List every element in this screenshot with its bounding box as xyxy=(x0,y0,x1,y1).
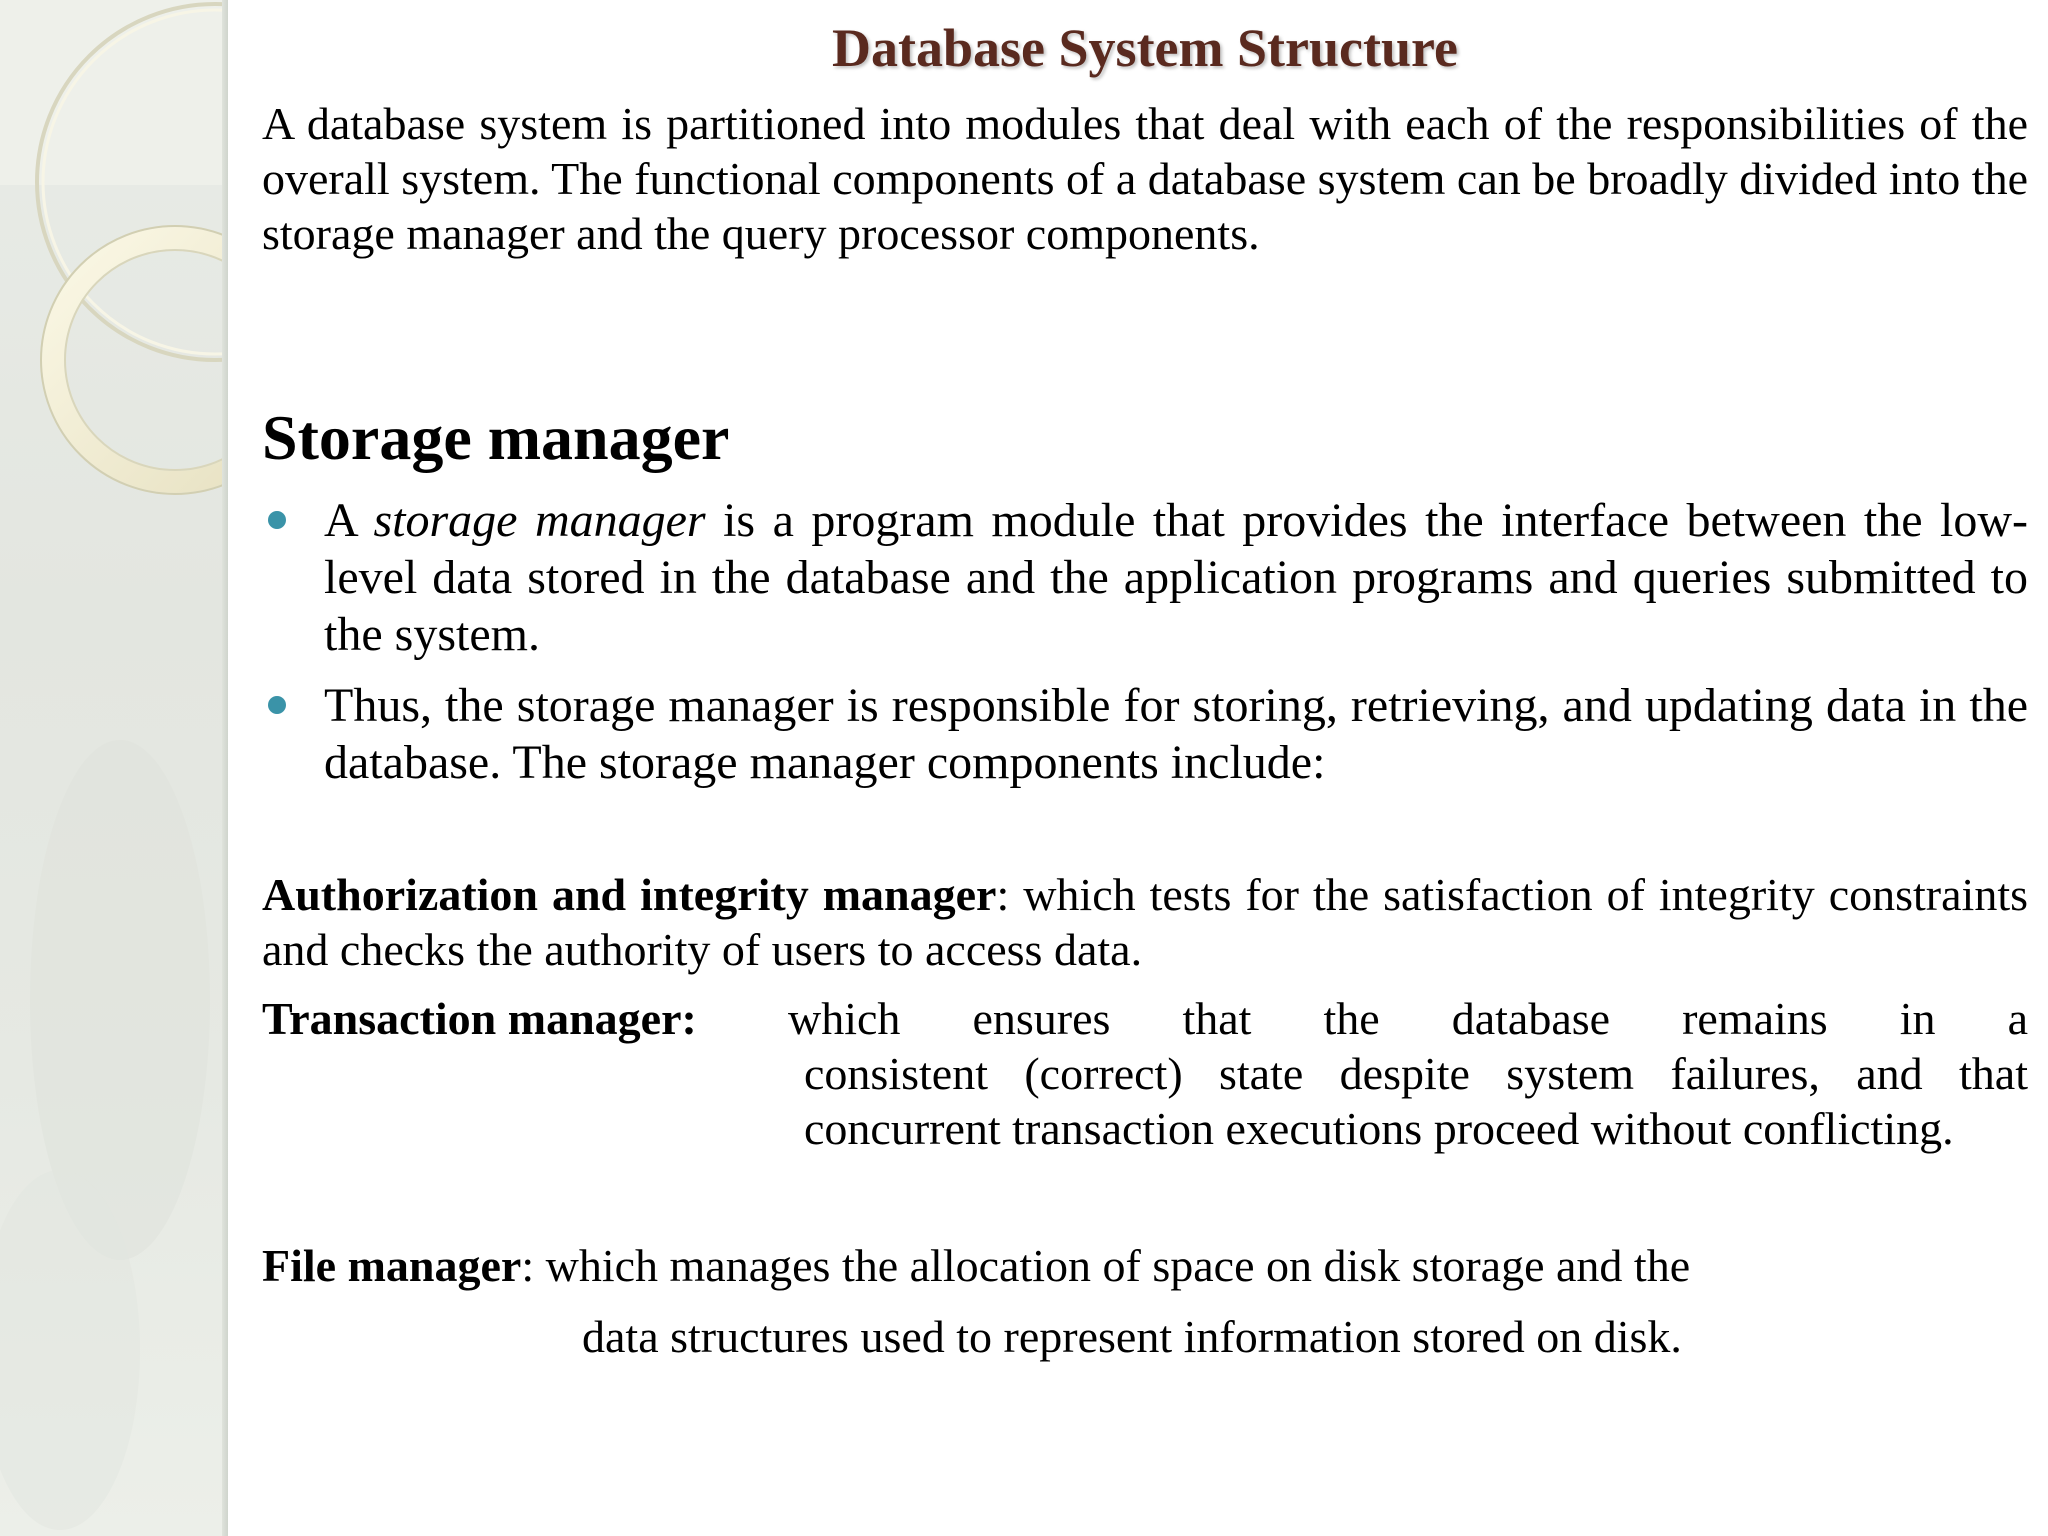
bullet-text xyxy=(324,492,2028,663)
component-description xyxy=(788,991,2028,1046)
sidebar-edge xyxy=(222,0,228,1536)
component-term: Authorization and integrity manager xyxy=(262,869,997,920)
bullet-dot-icon xyxy=(268,511,286,529)
bullet-prefix: A xyxy=(324,494,374,547)
component-description-first-line: which ensures that the database remains in a xyxy=(788,993,2028,1044)
bullet-item-storage-manager-definition xyxy=(262,492,2028,663)
bullet-italic-term: storage manager xyxy=(373,494,706,547)
section-heading-storage-manager: Storage manager xyxy=(262,402,730,473)
component-authorization-manager xyxy=(262,867,2028,977)
intro-paragraph: A database system is partitioned into modules that deal with each of the responsibilities of the overall system. The functional components of a database system can be broadly divided into the storage manager and the query processor components. xyxy=(262,98,2028,259)
component-description: : which tests for the satisfaction of integrity constraints and checks the authority of users to access data. xyxy=(262,869,2028,975)
bullet-list xyxy=(262,492,2028,805)
bullet-suffix: is a program module that provides the interface between the low-level data stored in the database and the application programs and queries submitted to the system. xyxy=(324,494,2028,661)
bullet-item-storage-manager-responsibility xyxy=(262,677,2028,791)
slide-title: Database System Structure xyxy=(832,18,1458,78)
bullet-text: Thus, the storage manager is responsible for storing, retrieving, and updating data in the database. The storage manager components include: xyxy=(324,679,2028,789)
component-description-line1: : which manages the allocation of space on disk storage and the xyxy=(521,1240,1691,1291)
bullet-dot-icon xyxy=(268,696,286,714)
slide-content xyxy=(262,0,2028,1536)
decorative-sidebar xyxy=(0,0,228,1536)
component-term: File manager xyxy=(262,1240,522,1291)
component-transaction-manager xyxy=(262,991,2028,1156)
component-file-manager xyxy=(262,1238,2028,1364)
decorative-rings-graphic xyxy=(0,0,228,1536)
component-description-line2: data structures used to represent information stored on disk. xyxy=(582,1311,1682,1362)
component-term: Transaction manager: xyxy=(262,993,697,1044)
component-description-continuation: consistent (correct) state despite system failures, and that concurrent transaction executions proceed without conflicting. xyxy=(804,1048,2028,1154)
